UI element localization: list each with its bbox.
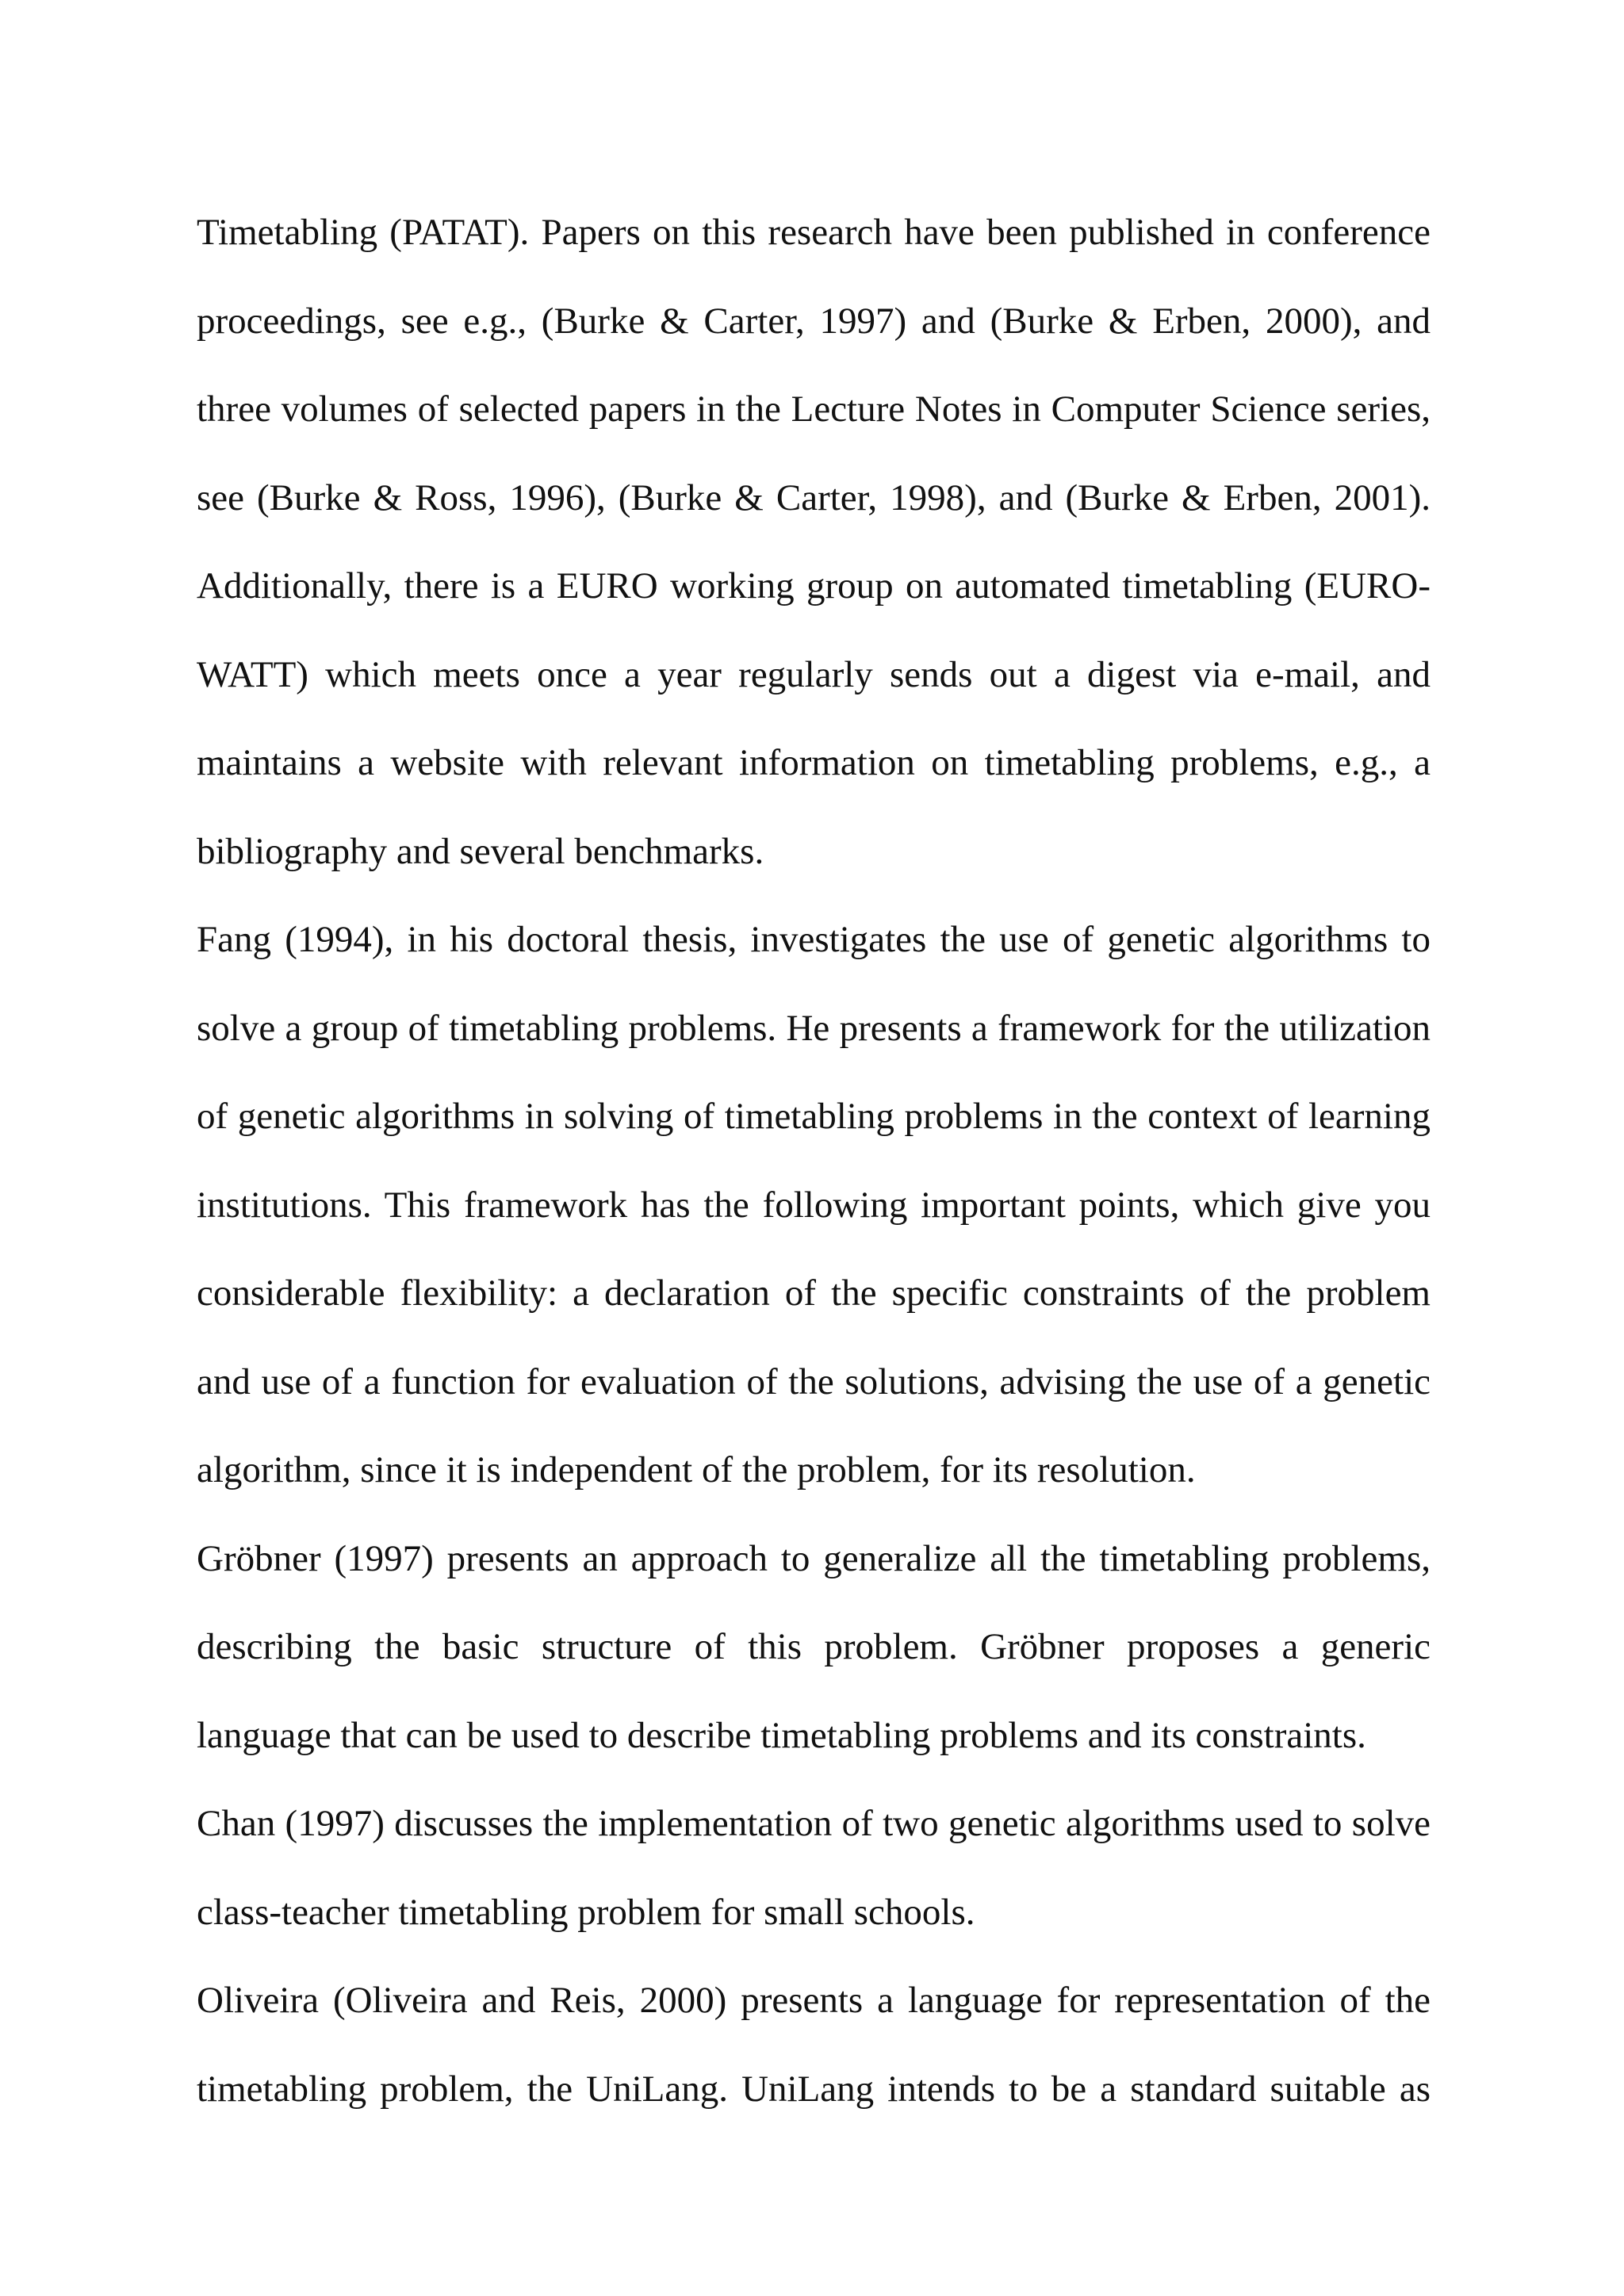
paragraph-fang: Fang (1994), in his doctoral thesis, investigates the use of genetic algorithms to solve a group of timetabling problems. He presents a framework for the utilization of genetic algorithms in solving of timetabling problems in the context of learning institutions. This framework has the following important points, which give you considerable flexibility: a declaration of the specific constraints of the problem and use of a function for evaluation of the solutions, advising the use of a genetic algorithm, since it is independent of the problem, for its resolution. — [197, 919, 1431, 1490]
paragraph-chan: Chan (1997) discusses the implementation of two genetic algorithms used to solve class-teacher timetabling problem for small schools. — [197, 1803, 1431, 1933]
paragraph-patat: Timetabling (PATAT). Papers on this research have been published in conference proceedings, see e.g., (Burke & Carter, 1997) and (Burke & Erben, 2000), and three volumes of selected papers in the Lecture Notes in Computer Science series, see (Burke & Ross, 1996), (Burke & Carter, 1998), and (Burke & Erben, 2001). Additionally, there is a EURO working group on automated timetabling (EURO-WATT) which meets once a year regularly sends out a digest via e-mail, and maintains a website with relevant information on timetabling problems, e.g., a bibliography and several benchmarks. — [197, 212, 1431, 872]
paragraph-grobner: Gröbner (1997) presents an approach to generalize all the timetabling problems, describing the basic structure of this problem. Gröbner proposes a generic language that can be used to describe timetabling problems and its constraints. — [197, 1537, 1431, 1756]
paragraph-oliveira: Oliveira (Oliveira and Reis, 2000) presents a language for representation of the timetabling problem, the UniLang. UniLang intends to be a standard suitable as — [197, 1980, 1431, 2110]
body-text — [197, 189, 1431, 2133]
